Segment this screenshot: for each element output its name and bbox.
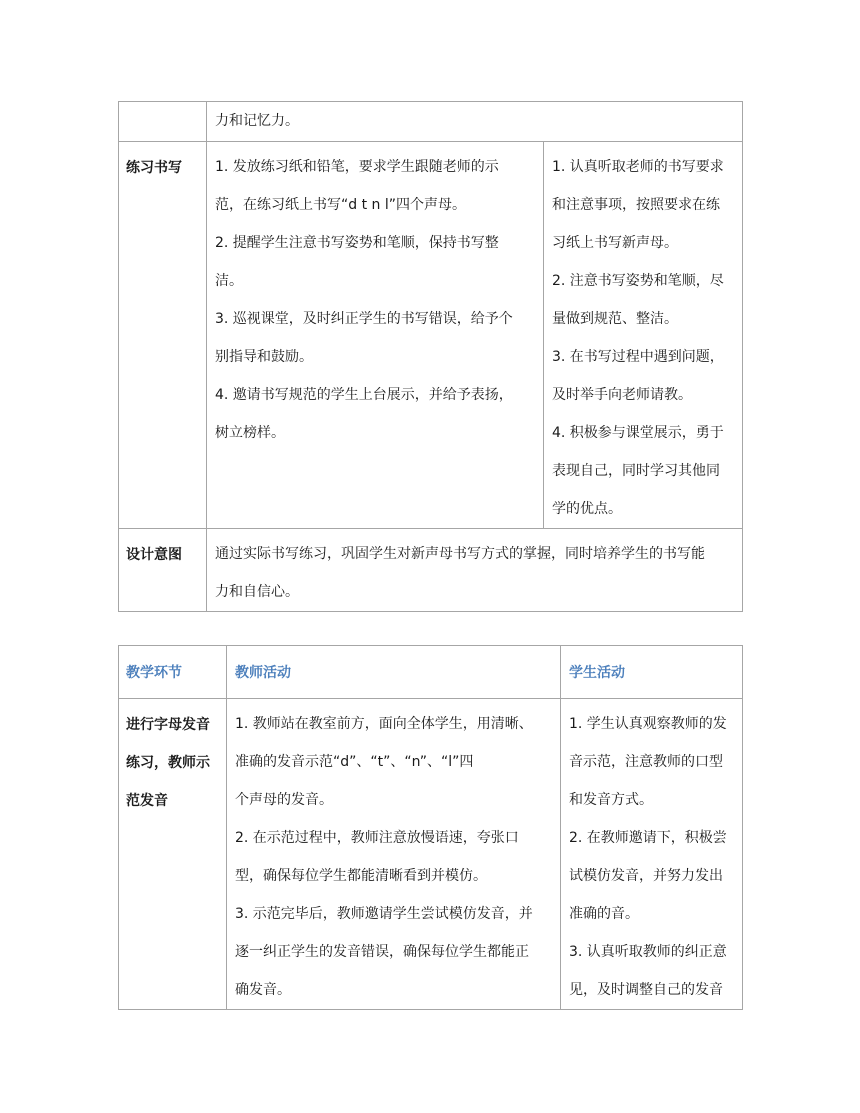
text-line: 2. 在示范过程中，教师注意放慢语速，夸张口 bbox=[235, 830, 519, 846]
text-line: 通过实际书写练习，巩固学生对新声母书写方式的掌握，同时培养学生的书写能 bbox=[215, 546, 705, 562]
text-line: 3. 在书写过程中遇到问题， bbox=[552, 349, 724, 365]
text-line: 逐一纠正学生的发音错误，确保每位学生都能正 bbox=[235, 944, 529, 960]
text-line: 4. 积极参与课堂展示，勇于 bbox=[552, 425, 724, 441]
text-line: 准确的发音示范“d”、“t”、“n”、“l”四 bbox=[235, 754, 474, 770]
text-line: 1. 学生认真观察教师的发 bbox=[569, 716, 727, 732]
continuation-text-cell bbox=[207, 102, 743, 142]
pronunciation-row bbox=[119, 699, 743, 1010]
label-line: 范发音 bbox=[126, 793, 168, 809]
design-intent-row bbox=[119, 529, 743, 612]
practice-teacher-activity bbox=[207, 142, 544, 529]
text-line: 见，及时调整自己的发音 bbox=[569, 982, 723, 998]
header-teaching-stage: 教学环节 bbox=[119, 646, 227, 699]
text-line: 4. 邀请书写规范的学生上台展示，并给予表扬， bbox=[215, 387, 513, 403]
design-intent-label: 设计意图 bbox=[119, 529, 207, 612]
text-line: 3. 认真听取教师的纠正意 bbox=[569, 944, 727, 960]
text-line: 试模仿发音，并努力发出 bbox=[569, 868, 723, 884]
pronunciation-student-activity bbox=[561, 699, 743, 1010]
text-line: 1. 教师站在教室前方，面向全体学生，用清晰、 bbox=[235, 716, 533, 732]
label-line: 进行字母发音 bbox=[126, 717, 210, 733]
practice-writing-row bbox=[119, 142, 743, 529]
text-line: 2. 注意书写姿势和笔顺，尽 bbox=[552, 273, 724, 289]
text-line: 量做到规范、整洁。 bbox=[552, 311, 678, 327]
header-teacher-activity: 教师活动 bbox=[227, 646, 561, 699]
text-line: 1. 认真听取老师的书写要求 bbox=[552, 159, 724, 175]
text-line: 2. 提醒学生注意书写姿势和笔顺，保持书写整 bbox=[215, 235, 499, 251]
header-student-activity: 学生活动 bbox=[561, 646, 743, 699]
pronunciation-teacher-activity bbox=[227, 699, 561, 1010]
text-line: 个声母的发音。 bbox=[235, 792, 333, 808]
text-line: 2. 在教师邀请下，积极尝 bbox=[569, 830, 727, 846]
practice-writing-label: 练习书写 bbox=[119, 142, 207, 529]
lesson-plan-table-practice bbox=[118, 101, 743, 612]
pronunciation-stage-label bbox=[119, 699, 227, 1010]
label-line: 练习，教师示 bbox=[126, 755, 210, 771]
text-line: 音示范，注意教师的口型 bbox=[569, 754, 723, 770]
lesson-plan-table-pronunciation bbox=[118, 645, 743, 1010]
text-line: 3. 巡视课堂，及时纠正学生的书写错误，给予个 bbox=[215, 311, 513, 327]
text-line: 习纸上书写新声母。 bbox=[552, 235, 678, 251]
text-line: 型，确保每位学生都能清晰看到并模仿。 bbox=[235, 868, 487, 884]
text-line: 准确的音。 bbox=[569, 906, 639, 922]
text-line: 力和自信心。 bbox=[215, 584, 299, 600]
text-line: 学的优点。 bbox=[552, 501, 622, 517]
text-line: 树立榜样。 bbox=[215, 425, 285, 441]
text-line: 别指导和鼓励。 bbox=[215, 349, 313, 365]
text-line: 3. 示范完毕后，教师邀请学生尝试模仿发音，并 bbox=[235, 906, 533, 922]
text-line: 范，在练习纸上书写“d t n l”四个声母。 bbox=[215, 197, 466, 213]
text-line: 表现自己，同时学习其他同 bbox=[552, 463, 720, 479]
practice-student-activity bbox=[544, 142, 743, 529]
design-intent-text bbox=[207, 529, 743, 612]
text-line: 确发音。 bbox=[235, 982, 291, 998]
continuation-text: 力和记忆力。 bbox=[215, 113, 299, 129]
text-line: 和发音方式。 bbox=[569, 792, 653, 808]
continuation-row bbox=[119, 102, 743, 142]
text-line: 洁。 bbox=[215, 273, 243, 289]
header-row bbox=[119, 646, 743, 699]
text-line: 及时举手向老师请教。 bbox=[552, 387, 692, 403]
text-line: 和注意事项，按照要求在练 bbox=[552, 197, 720, 213]
text-line: 1. 发放练习纸和铅笔，要求学生跟随老师的示 bbox=[215, 159, 499, 175]
empty-label-cell bbox=[119, 102, 207, 142]
